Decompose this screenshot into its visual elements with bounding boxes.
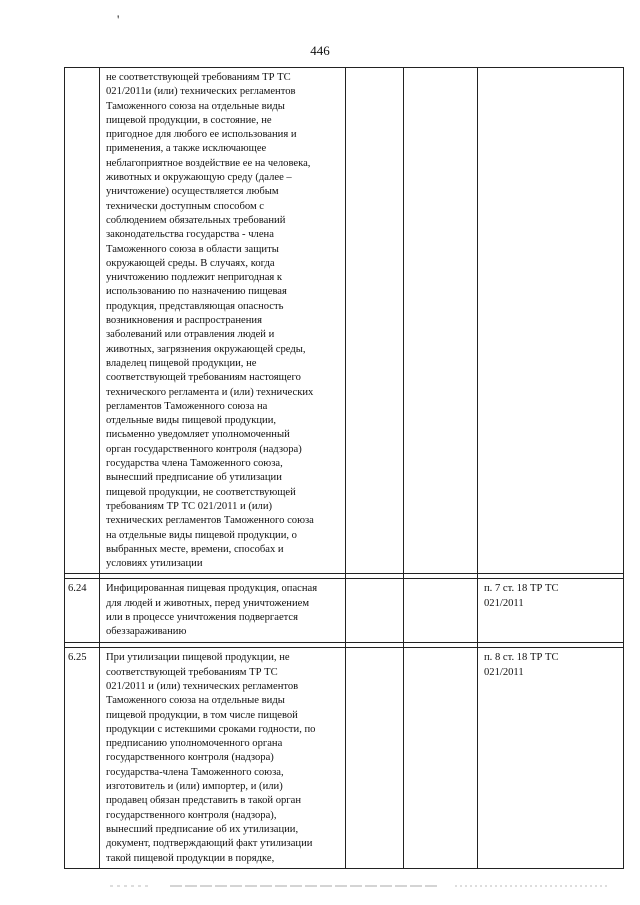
- reference-line: п. 7 ст. 18 ТР ТС: [484, 583, 559, 595]
- item-number-cell: [65, 68, 100, 574]
- requirement-text-line: Таможенного союза на отдельные виды: [106, 695, 285, 707]
- requirement-text-line: При утилизации пищевой продукции, не: [106, 652, 290, 664]
- requirement-text-line: документ, подтверждающий факт утилизации: [106, 838, 313, 850]
- requirement-text-line: не соответствующей требованиям ТР ТС: [106, 72, 291, 83]
- requirement-text-line: технического регламента и (или) технических: [106, 386, 314, 398]
- answer-cell: [346, 68, 404, 574]
- requirement-text-line: окружающей среды. В случаях, когда: [106, 257, 275, 269]
- requirement-text-line: законодательства государства - члена: [106, 229, 274, 241]
- reference-line: 021/2011: [484, 597, 524, 609]
- requirement-text-line: заболеваний или отравления людей и: [106, 329, 275, 341]
- requirement-text-cell: [100, 68, 346, 574]
- reference-cell: [478, 648, 624, 868]
- requirement-text-cell: [100, 648, 346, 868]
- requirement-text-line: предписанию уполномоченного органа: [106, 738, 283, 750]
- requirements-table: [64, 67, 624, 869]
- requirement-text-line: животных, загрязнения окружающей среды,: [106, 343, 306, 355]
- requirement-text-line: применения, а также исключающее: [106, 143, 267, 155]
- requirement-text-line: изготовитель и (или) импортер, и (или): [106, 781, 283, 793]
- requirement-text-line: письменно уведомляет уполномоченный: [106, 429, 290, 441]
- requirements-table-body: [65, 68, 624, 869]
- requirement-text-line: пищевой продукции, не соответствующей: [106, 486, 296, 498]
- requirement-text-line: государственного контроля (надзора),: [106, 809, 277, 821]
- table-row: [65, 648, 624, 868]
- requirement-text-line: продавец обязан представить в такой орган: [106, 795, 302, 807]
- requirement-text-line: условиях утилизации: [106, 558, 203, 570]
- item-number: 6.25: [68, 652, 87, 664]
- requirement-text-line: или в процессе уничтожения подвергается: [106, 611, 299, 623]
- answer-cell: [346, 579, 404, 643]
- requirement-text-line: уничтожение) осуществляется любым: [106, 186, 279, 198]
- requirement-text-line: 021/2011и (или) технических регламентов: [106, 86, 296, 98]
- requirement-text-line: государства-члена Таможенного союза,: [106, 766, 284, 778]
- requirement-text-line: обеззараживанию: [106, 626, 187, 638]
- stray-mark: ': [117, 12, 120, 27]
- requirement-text-line: продукции с истекшими сроками годности, по: [106, 723, 316, 735]
- requirement-text-line: отдельные виды пищевой продукции,: [106, 415, 277, 427]
- requirement-text-line: соответствующей требованиям ТР ТС: [106, 666, 278, 678]
- requirement-text-line: выбранных месте, времени, способах и: [106, 543, 284, 555]
- requirement-text-line: пригодное для любого ее использования и: [106, 129, 297, 141]
- requirement-text-line: государственного контроля (надзора): [106, 752, 274, 764]
- reference-cell: [478, 579, 624, 643]
- page-number: 446: [310, 43, 330, 58]
- requirement-text-line: на отдельные виды пищевой продукции, о: [106, 529, 297, 541]
- requirement-text-line: использованию по назначению пищевая: [106, 286, 287, 298]
- requirement-text-line: животных и окружающую среду (далее –: [106, 172, 292, 184]
- requirement-text-line: технических регламентов Таможенного союза: [106, 515, 314, 527]
- note-cell: [404, 648, 478, 868]
- requirement-text-line: продукция, представляющая опасность: [106, 300, 284, 312]
- table-row: [65, 579, 624, 643]
- requirement-text-line: соответствующей требованиям настоящего: [106, 372, 301, 384]
- item-number: 6.24: [68, 583, 87, 595]
- requirement-text-line: требованиям ТР ТС 021/2011 и (или): [106, 500, 273, 512]
- requirement-text-line: для людей и животных, перед уничтожением: [106, 597, 310, 609]
- requirement-text-line: пищевой продукции, в состояние, не: [106, 114, 272, 126]
- note-cell: [404, 579, 478, 643]
- requirement-text-line: уничтожению подлежит непригодная к: [106, 272, 283, 284]
- requirement-text-line: Инфицированная пищевая продукция, опасная: [106, 583, 318, 595]
- item-number-cell: [65, 579, 100, 643]
- requirement-text-line: технически доступным способом с: [106, 200, 265, 212]
- reference-cell: [478, 68, 624, 574]
- requirement-text-line: регламентов Таможенного союза на: [106, 400, 268, 412]
- requirement-text-line: государства члена Таможенного союза,: [106, 458, 283, 470]
- requirement-text-line: такой пищевой продукции в порядке,: [106, 852, 275, 864]
- reference-line: п. 8 ст. 18 ТР ТС: [484, 652, 559, 664]
- note-cell: [404, 68, 478, 574]
- scan-artifact-line: [110, 884, 610, 888]
- reference-line: 021/2011: [484, 666, 524, 678]
- requirement-text-line: орган государственного контроля (надзора): [106, 443, 302, 455]
- requirement-text-line: 021/2011 и (или) технических регламентов: [106, 680, 299, 692]
- table-row: [65, 68, 624, 574]
- requirement-text-line: неблагоприятное воздействие ее на человека,: [106, 157, 311, 169]
- item-number-cell: [65, 648, 100, 868]
- answer-cell: [346, 648, 404, 868]
- requirement-text-cell: [100, 579, 346, 643]
- requirement-text-line: владелец пищевой продукции, не: [106, 357, 257, 369]
- requirement-text-line: Таможенного союза в области защиты: [106, 243, 279, 255]
- requirement-text-line: соблюдением обязательных требований: [106, 214, 286, 226]
- requirement-text-line: вынесший предписание об утилизации: [106, 472, 282, 484]
- requirement-text-line: пищевой продукции, в том числе пищевой: [106, 709, 298, 721]
- requirement-text-line: возникновения и распространения: [106, 315, 262, 327]
- requirement-text-line: Таможенного союза на отдельные виды: [106, 100, 285, 112]
- requirement-text-line: вынесший предписание об их утилизации,: [106, 823, 299, 835]
